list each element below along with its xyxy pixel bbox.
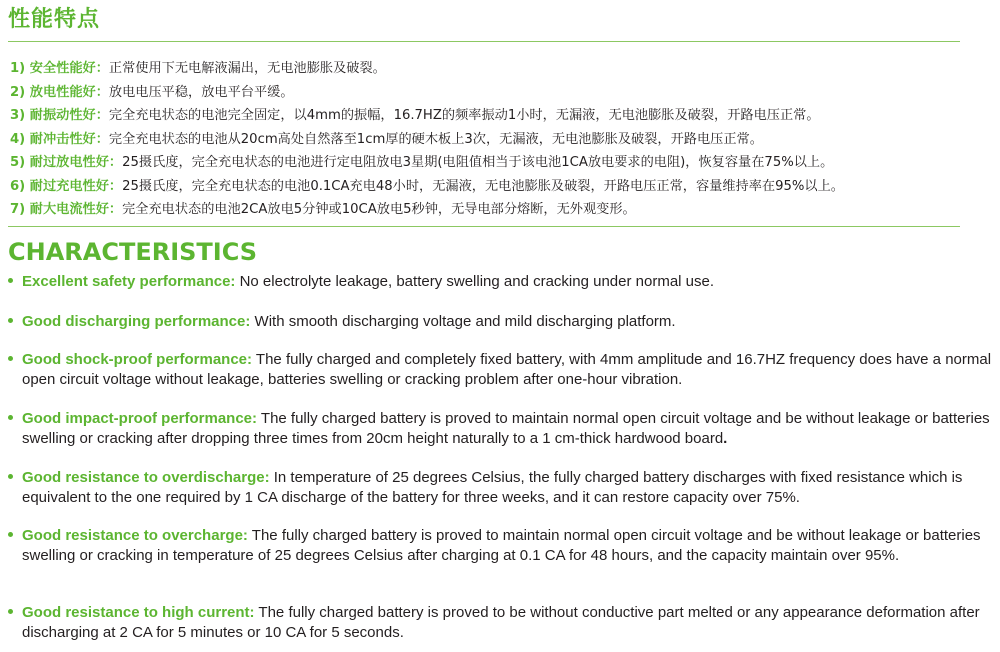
english-section-title: CHARACTERISTICS — [8, 238, 258, 266]
list-item — [8, 350, 994, 390]
item-label: Excellent safety performance: — [22, 273, 236, 290]
item-text: The fully charged battery is proved to maintain normal open circuit voltage and be without leakage or batteries swelling or cracking in temperature of 25 degrees Celsius after charging at 0.1 CA for 48 hours, and the capacity maintain over 95%. — [22, 527, 981, 564]
list-item — [10, 81, 990, 105]
item-label: 5) 耐过放电性好： — [10, 155, 123, 170]
list-item — [10, 175, 990, 199]
item-text: 放电电压平稳，放电平台平缓。 — [108, 84, 294, 100]
item-label: Good discharging performance: — [22, 313, 251, 330]
list-item — [8, 409, 994, 449]
item-text: The fully charged battery is proved to maintain normal open circuit voltage and be without leakage or batteries swelling or cracking after dropping three times from 20cm height naturally to a 1 cm-thick hardwood board — [22, 410, 990, 447]
item-label: Good resistance to overdischarge: — [22, 469, 270, 486]
item-text: 正常使用下无电解液漏出，无电池膨胀及破裂。 — [108, 61, 386, 76]
list-item — [8, 526, 994, 566]
item-label: 4) 耐冲击性好： — [10, 131, 109, 147]
item-label: Good resistance to overcharge: — [22, 527, 248, 544]
item-label: 3) 耐振动性好： — [10, 108, 109, 123]
list-item — [8, 272, 994, 292]
list-item — [10, 198, 990, 222]
bullet-icon — [8, 609, 13, 614]
item-label: 1) 安全性能好： — [10, 61, 109, 76]
item-label: 2) 放电性能好： — [10, 84, 109, 100]
list-item — [10, 57, 990, 81]
item-text: 完全充电状态的电池2CA放电5分钟或10CA放电5秒钟，无导电部分熔断，无外观变形。 — [122, 202, 636, 217]
list-item — [10, 128, 990, 152]
bullet-icon — [8, 415, 13, 420]
list-item — [10, 104, 990, 128]
item-label: Good shock-proof performance: — [22, 351, 253, 368]
bullet-icon — [8, 318, 13, 323]
list-item — [8, 312, 994, 332]
item-label: Good resistance to high current: — [22, 604, 255, 621]
item-label: 7) 耐大电流性好： — [10, 202, 123, 217]
bullet-icon — [8, 532, 13, 537]
list-item — [10, 151, 990, 175]
item-text: The fully charged battery is proved to be without conductive part melted or any appearance deformation after discharging at 2 CA for 5 minutes or 10 CA for 5 seconds. — [22, 604, 980, 641]
item-text: 25摄氏度，完全充电状态的电池进行定电阻放电3星期(电阻值相当于该电池1CA放电要求的电阻)，恢复容量在75%以上。 — [122, 155, 834, 170]
item-text-end: . — [723, 430, 728, 447]
item-text: In temperature of 25 degrees Celsius, the fully charged battery discharges with fixed resistance which is equivalent to the one required by 1 CA discharge of the battery for three weeks, and it can restore capacity over 75%. — [22, 469, 963, 506]
item-text: No electrolyte leakage, battery swelling and cracking under normal use. — [235, 273, 715, 290]
section-divider — [8, 41, 960, 42]
list-item — [8, 603, 994, 643]
item-label: 6) 耐过充电性好： — [10, 178, 123, 194]
item-text: 完全充电状态的电池完全固定，以4mm的振幅，16.7HZ的频率振动1小时，无漏液，无电池膨胀及破裂，开路电压正常。 — [108, 108, 820, 123]
chinese-section-title: 性能特点 — [8, 7, 101, 32]
bullet-icon — [8, 356, 13, 361]
item-text: 25摄氏度，完全充电状态的电池0.1CA充电48小时，无漏液，无电池膨胀及破裂，开路电压正常，容量维持率在95%以上。 — [122, 178, 844, 194]
chinese-characteristics-list — [10, 57, 990, 222]
list-item — [8, 468, 994, 508]
bullet-icon — [8, 278, 13, 283]
section-divider — [8, 226, 960, 227]
item-text: The fully charged and completely fixed battery, with 4mm amplitude and 16.7HZ frequency does have a normal open circuit voltage without leakage, batteries swelling or cracking problem after one-hour vibration. — [22, 351, 992, 388]
item-text: 完全充电状态的电池从20cm高处自然落至1cm厚的硬木板上3次，无漏液，无电池膨胀及破裂，开路电压正常。 — [108, 131, 763, 147]
item-label: Good impact-proof performance: — [22, 410, 258, 427]
item-text: With smooth discharging voltage and mild discharging platform. — [250, 313, 676, 330]
bullet-icon — [8, 474, 13, 479]
